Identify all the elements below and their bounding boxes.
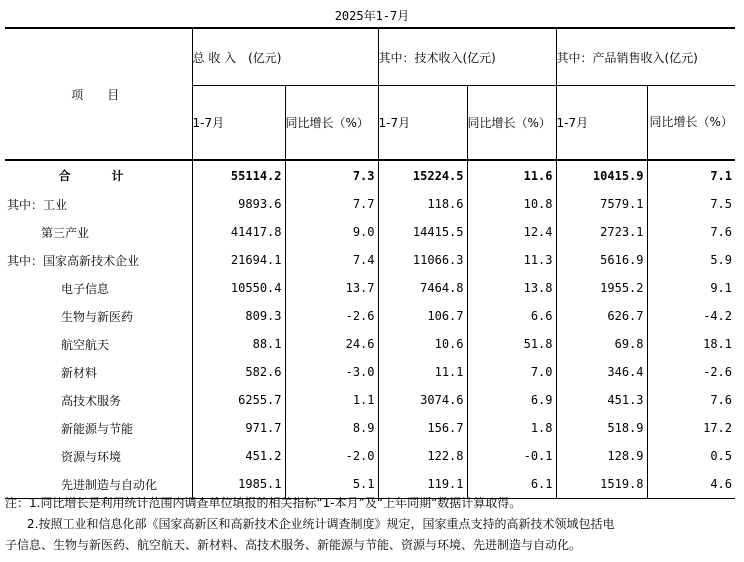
tech-value: 15224.5 xyxy=(378,160,467,190)
tech-value: 156.7 xyxy=(378,414,467,442)
product-value: 1955.2 xyxy=(556,274,647,302)
product-yoy: 7.1 xyxy=(647,160,735,190)
tech-yoy: 13.8 xyxy=(467,274,556,302)
table-row xyxy=(5,330,735,358)
tech-yoy: 51.8 xyxy=(467,330,556,358)
row-label: 合 计 xyxy=(58,169,138,183)
tech-yoy: 6.6 xyxy=(467,302,556,330)
row-label: 新能源与节能 xyxy=(61,421,134,436)
total-value: 9893.6 xyxy=(192,190,285,218)
total-yoy: 5.1 xyxy=(285,470,378,499)
product-revenue-header: 其中：产品销售收入(亿元) xyxy=(556,28,735,86)
item-header: 项 目 xyxy=(71,87,126,102)
total-value: 41417.8 xyxy=(192,218,285,246)
product-yoy: 4.6 xyxy=(647,470,735,499)
row-label: 生物与新医药 xyxy=(61,309,134,324)
table-row xyxy=(5,358,735,386)
product-value: 5616.9 xyxy=(556,246,647,274)
tech-value: 3074.6 xyxy=(378,386,467,414)
product-value: 128.9 xyxy=(556,442,647,470)
product-yoy-header: 同比增长（%） xyxy=(647,86,735,161)
table-row xyxy=(5,218,735,246)
total-yoy: 8.9 xyxy=(285,414,378,442)
product-value: 7579.1 xyxy=(556,190,647,218)
footnote-2-continued: 子信息、生物与新医药、航空航天、新材料、高技术服务、新能源与节能、资源与环境、先进制造与自动化。 xyxy=(5,538,582,552)
total-yoy-header: 同比增长（%） xyxy=(285,86,378,161)
total-value: 6255.7 xyxy=(192,386,285,414)
tech-value: 11066.3 xyxy=(378,246,467,274)
period-title: 2025年1-7月 xyxy=(334,9,410,23)
product-value: 346.4 xyxy=(556,358,647,386)
total-value: 1985.1 xyxy=(192,470,285,499)
tech-yoy: 6.9 xyxy=(467,386,556,414)
product-period-header: 1-7月 xyxy=(556,86,647,161)
product-yoy: 0.5 xyxy=(647,442,735,470)
total-yoy: -3.0 xyxy=(285,358,378,386)
tech-yoy: 10.8 xyxy=(467,190,556,218)
tech-value: 118.6 xyxy=(378,190,467,218)
tech-value: 122.8 xyxy=(378,442,467,470)
product-yoy: 9.1 xyxy=(647,274,735,302)
total-value: 88.1 xyxy=(192,330,285,358)
total-yoy: 7.4 xyxy=(285,246,378,274)
total-value: 10550.4 xyxy=(192,274,285,302)
row-label: 高技术服务 xyxy=(61,393,122,408)
product-yoy: 7.5 xyxy=(647,190,735,218)
tech-value: 106.7 xyxy=(378,302,467,330)
product-value: 626.7 xyxy=(556,302,647,330)
tech-value: 11.1 xyxy=(378,358,467,386)
total-yoy: 7.7 xyxy=(285,190,378,218)
tech-yoy-header: 同比增长（%） xyxy=(467,86,556,161)
product-yoy: 17.2 xyxy=(647,414,735,442)
row-label: 其中：国家高新技术企业 xyxy=(7,253,140,268)
product-yoy: 7.6 xyxy=(647,386,735,414)
tech-yoy: -0.1 xyxy=(467,442,556,470)
row-label: 新材料 xyxy=(61,365,98,380)
total-value: 971.7 xyxy=(192,414,285,442)
product-value: 1519.8 xyxy=(556,470,647,499)
row-label: 电子信息 xyxy=(61,281,110,296)
product-value: 518.9 xyxy=(556,414,647,442)
tech-yoy: 11.6 xyxy=(467,160,556,190)
tech-yoy: 1.8 xyxy=(467,414,556,442)
footnote-1: 注：1.同比增长是利用统计范围内调查单位填报的相关指标“1-本月”及“上年同期”数据计算取得。 xyxy=(5,496,522,510)
table-row xyxy=(5,442,735,470)
footnote-2: 2.按照工业和信息化部《国家高新区和高新技术企业统计调查制度》规定，国家重点支持的高新技术领域包括电 xyxy=(27,517,615,531)
row-label: 其中：工业 xyxy=(7,197,68,212)
footnotes xyxy=(5,493,739,556)
product-yoy: -4.2 xyxy=(647,302,735,330)
statistics-table xyxy=(5,27,735,499)
table-row xyxy=(5,274,735,302)
tech-value: 7464.8 xyxy=(378,274,467,302)
tech-yoy: 7.0 xyxy=(467,358,556,386)
total-period-header: 1-7月 xyxy=(192,86,285,161)
total-yoy: 9.0 xyxy=(285,218,378,246)
product-yoy: 18.1 xyxy=(647,330,735,358)
product-value: 451.3 xyxy=(556,386,647,414)
total-yoy: 1.1 xyxy=(285,386,378,414)
product-value: 2723.1 xyxy=(556,218,647,246)
table-row xyxy=(5,302,735,330)
tech-value: 14415.5 xyxy=(378,218,467,246)
tech-yoy: 6.1 xyxy=(467,470,556,499)
total-value: 55114.2 xyxy=(192,160,285,190)
table-row xyxy=(5,386,735,414)
total-yoy: -2.6 xyxy=(285,302,378,330)
product-yoy: 7.6 xyxy=(647,218,735,246)
total-yoy: -2.0 xyxy=(285,442,378,470)
total-value: 809.3 xyxy=(192,302,285,330)
tech-yoy: 11.3 xyxy=(467,246,556,274)
product-yoy: -2.6 xyxy=(647,358,735,386)
row-label: 航空航天 xyxy=(61,337,110,352)
total-revenue-header: 总 收 入 (亿元) xyxy=(192,28,378,86)
total-value: 582.6 xyxy=(192,358,285,386)
table-row xyxy=(5,246,735,274)
total-value: 21694.1 xyxy=(192,246,285,274)
total-yoy: 13.7 xyxy=(285,274,378,302)
table-row xyxy=(5,414,735,442)
row-label: 先进制造与自动化 xyxy=(5,470,192,499)
product-value: 10415.9 xyxy=(556,160,647,190)
tech-period-header: 1-7月 xyxy=(378,86,467,161)
table-row-total xyxy=(5,160,735,190)
total-yoy: 24.6 xyxy=(285,330,378,358)
total-yoy: 7.3 xyxy=(285,160,378,190)
table-row xyxy=(5,190,735,218)
tech-value: 119.1 xyxy=(378,470,467,499)
tech-yoy: 12.4 xyxy=(467,218,556,246)
product-value: 69.8 xyxy=(556,330,647,358)
row-label: 资源与环境 xyxy=(61,449,122,464)
tech-revenue-header: 其中：技术收入(亿元) xyxy=(378,28,556,86)
product-yoy: 5.9 xyxy=(647,246,735,274)
total-value: 451.2 xyxy=(192,442,285,470)
tech-value: 10.6 xyxy=(378,330,467,358)
row-label: 第三产业 xyxy=(41,225,90,240)
